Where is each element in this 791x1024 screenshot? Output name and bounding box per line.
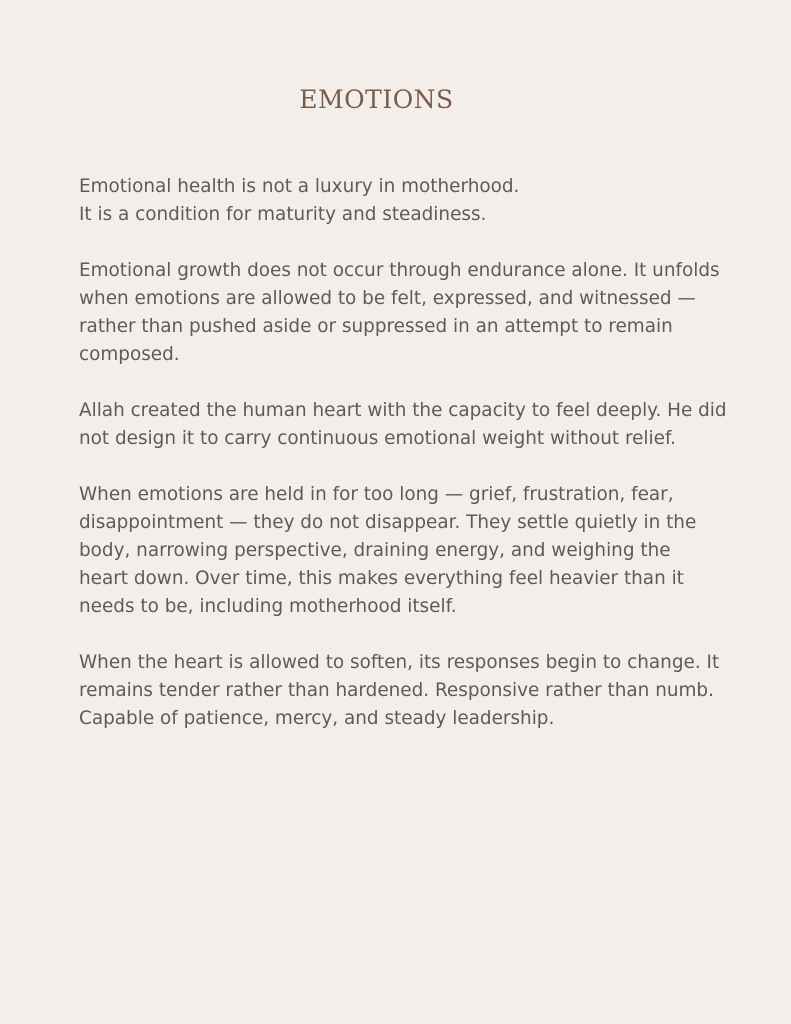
paragraph-1 — [79, 173, 769, 229]
page-title: EMOTIONS — [299, 85, 454, 114]
paragraph-3 — [79, 397, 769, 453]
body-text — [79, 173, 769, 761]
paragraph-line: not design it to carry continuous emotional weight without relief. — [79, 428, 676, 449]
paragraph-2 — [79, 257, 769, 369]
paragraph-line: Capable of patience, mercy, and steady leadership. — [79, 708, 555, 729]
paragraph-line: Allah created the human heart with the capacity to feel deeply. He did — [79, 400, 727, 421]
paragraph-line: body, narrowing perspective, draining energy, and weighing the — [79, 540, 671, 561]
paragraph-line: When the heart is allowed to soften, its responses begin to change. It — [79, 652, 720, 673]
paragraph-line: when emotions are allowed to be felt, expressed, and witnessed — — [79, 288, 696, 309]
paragraph-line: remains tender rather than hardened. Responsive rather than numb. — [79, 680, 714, 701]
paragraph-line: It is a condition for maturity and steadiness. — [79, 204, 487, 225]
paragraph-line: needs to be, including motherhood itself. — [79, 596, 457, 617]
paragraph-line: Emotional health is not a luxury in motherhood. — [79, 176, 520, 197]
paragraph-line: heart down. Over time, this makes everything feel heavier than it — [79, 568, 684, 589]
paragraph-5 — [79, 649, 769, 733]
paragraph-line: When emotions are held in for too long — grief, frustration, fear, — [79, 484, 674, 505]
paragraph-line: disappointment — they do not disappear. They settle quietly in the — [79, 512, 697, 533]
paragraph-line: Emotional growth does not occur through endurance alone. It unfolds — [79, 260, 720, 281]
paragraph-line: composed. — [79, 344, 180, 365]
paragraph-line: rather than pushed aside or suppressed in an attempt to remain — [79, 316, 673, 337]
paragraph-4 — [79, 481, 769, 621]
